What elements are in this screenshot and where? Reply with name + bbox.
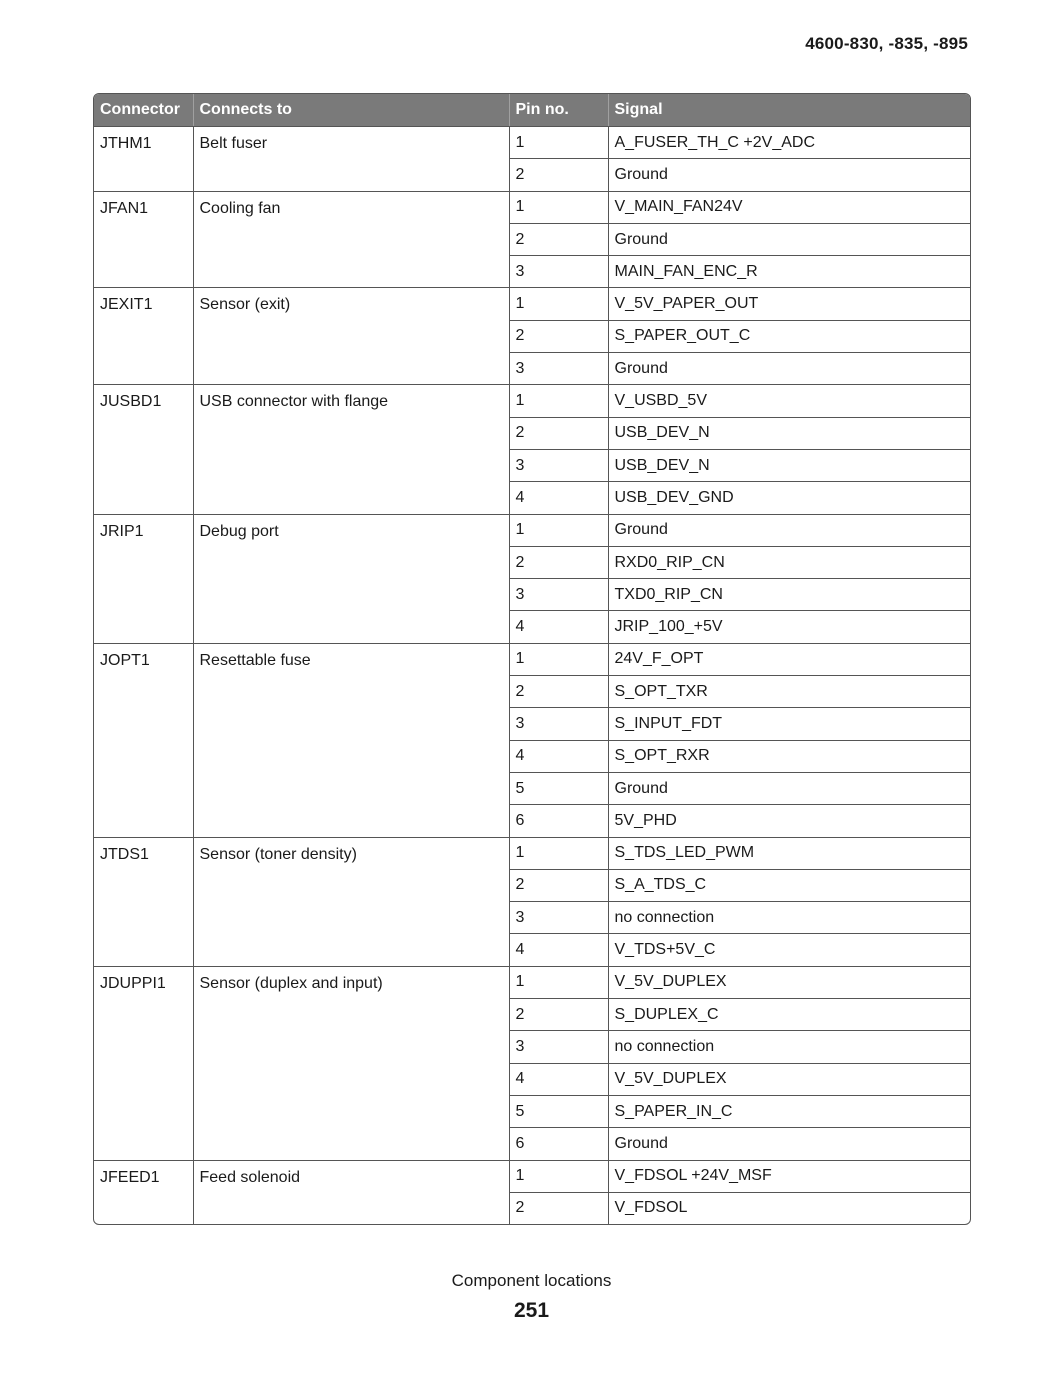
cell-signal: V_FDSOL +24V_MSF: [608, 1160, 970, 1192]
cell-signal: S_DUPLEX_C: [608, 999, 970, 1031]
cell-connects-to: Debug port: [193, 514, 509, 643]
table-row: [94, 191, 970, 223]
table-row: [94, 1160, 970, 1192]
document-id: 4600-830, -835, -895: [805, 34, 968, 53]
cell-pin-no: 3: [509, 579, 608, 611]
column-header-pin-no: Pin no.: [509, 94, 608, 127]
cell-signal: V_5V_DUPLEX: [608, 966, 970, 998]
table-body: [94, 127, 970, 1225]
cell-connector: JFAN1: [94, 191, 193, 288]
cell-connects-to: Sensor (exit): [193, 288, 509, 385]
cell-signal: V_5V_DUPLEX: [608, 1063, 970, 1095]
cell-signal: Ground: [608, 353, 970, 385]
table-row: [94, 966, 970, 998]
cell-pin-no: 2: [509, 320, 608, 352]
cell-pin-no: 4: [509, 1063, 608, 1095]
cell-pin-no: 2: [509, 869, 608, 901]
cell-signal: Ground: [608, 159, 970, 191]
cell-signal: V_5V_PAPER_OUT: [608, 288, 970, 320]
table-row: [94, 837, 970, 869]
cell-pin-no: 1: [509, 837, 608, 869]
cell-signal: Ground: [608, 223, 970, 255]
cell-signal: RXD0_RIP_CN: [608, 546, 970, 578]
cell-pin-no: 2: [509, 676, 608, 708]
cell-signal: Ground: [608, 514, 970, 546]
cell-signal: S_PAPER_OUT_C: [608, 320, 970, 352]
cell-connector: JTHM1: [94, 127, 193, 192]
table-row: [94, 514, 970, 546]
cell-pin-no: 4: [509, 934, 608, 966]
cell-pin-no: 3: [509, 1031, 608, 1063]
cell-signal: Ground: [608, 1128, 970, 1160]
cell-pin-no: 5: [509, 1095, 608, 1127]
cell-pin-no: 6: [509, 805, 608, 837]
cell-connector: JEXIT1: [94, 288, 193, 385]
cell-connects-to: Feed solenoid: [193, 1160, 509, 1224]
cell-pin-no: 2: [509, 999, 608, 1031]
table-row: [94, 385, 970, 417]
column-header-connector: Connector: [94, 94, 193, 127]
cell-signal: S_INPUT_FDT: [608, 708, 970, 740]
cell-signal: A_FUSER_TH_C +2V_ADC: [608, 127, 970, 159]
cell-signal: S_OPT_RXR: [608, 740, 970, 772]
cell-connector: JTDS1: [94, 837, 193, 966]
cell-connector: JFEED1: [94, 1160, 193, 1224]
cell-connector: JOPT1: [94, 643, 193, 837]
cell-pin-no: 1: [509, 127, 608, 159]
cell-pin-no: 1: [509, 643, 608, 675]
cell-pin-no: 4: [509, 482, 608, 514]
cell-connects-to: USB connector with flange: [193, 385, 509, 514]
cell-pin-no: 3: [509, 708, 608, 740]
table-row: [94, 643, 970, 675]
cell-signal: S_A_TDS_C: [608, 869, 970, 901]
cell-signal: JRIP_100_+5V: [608, 611, 970, 643]
cell-signal: USB_DEV_GND: [608, 482, 970, 514]
column-header-connects-to: Connects to: [193, 94, 509, 127]
cell-pin-no: 4: [509, 740, 608, 772]
cell-signal: S_OPT_TXR: [608, 676, 970, 708]
cell-pin-no: 2: [509, 223, 608, 255]
connector-table: [93, 93, 971, 1225]
cell-signal: no connection: [608, 902, 970, 934]
cell-signal: 5V_PHD: [608, 805, 970, 837]
cell-connects-to: Belt fuser: [193, 127, 509, 192]
cell-pin-no: 1: [509, 1160, 608, 1192]
cell-signal: USB_DEV_N: [608, 417, 970, 449]
cell-signal: USB_DEV_N: [608, 449, 970, 481]
cell-signal: MAIN_FAN_ENC_R: [608, 256, 970, 288]
cell-signal: Ground: [608, 772, 970, 804]
cell-connects-to: Resettable fuse: [193, 643, 509, 837]
cell-signal: no connection: [608, 1031, 970, 1063]
footer-section-title: Component locations: [451, 1271, 612, 1290]
table-header-row: [94, 94, 970, 127]
cell-pin-no: 3: [509, 256, 608, 288]
cell-signal: V_MAIN_FAN24V: [608, 191, 970, 223]
cell-signal: V_USBD_5V: [608, 385, 970, 417]
page-number: 251: [513, 1299, 550, 1322]
cell-connector: JUSBD1: [94, 385, 193, 514]
cell-pin-no: 2: [509, 159, 608, 191]
cell-signal: S_PAPER_IN_C: [608, 1095, 970, 1127]
cell-signal: V_FDSOL: [614, 1199, 688, 1217]
cell-pin-no: 1: [509, 966, 608, 998]
cell-pin-no: 3: [509, 353, 608, 385]
cell-pin-no: 1: [509, 191, 608, 223]
cell-connector: JDUPPI1: [94, 966, 193, 1160]
cell-pin-no: 3: [509, 902, 608, 934]
cell-pin-no: 2: [509, 546, 608, 578]
cell-pin-no: 1: [509, 385, 608, 417]
cell-pin-no: 2: [509, 1192, 608, 1224]
cell-pin-no: 2: [509, 417, 608, 449]
column-header-signal: Signal: [608, 94, 970, 127]
cell-signal: S_TDS_LED_PWM: [608, 837, 970, 869]
cell-pin-no: 1: [509, 288, 608, 320]
cell-connects-to: Cooling fan: [193, 191, 509, 288]
cell-pin-no: 3: [509, 449, 608, 481]
cell-connects-to: Sensor (duplex and input): [193, 966, 509, 1160]
cell-pin-no: 1: [509, 514, 608, 546]
cell-pin-no: 4: [509, 611, 608, 643]
cell-pin-no: 5: [509, 772, 608, 804]
cell-pin-no: 6: [509, 1128, 608, 1160]
table-row: [94, 288, 970, 320]
cell-connector: JRIP1: [94, 514, 193, 643]
cell-signal: V_TDS+5V_C: [608, 934, 970, 966]
table-row: [94, 127, 970, 159]
cell-signal: 24V_F_OPT: [608, 643, 970, 675]
cell-connects-to: Sensor (toner density): [193, 837, 509, 966]
cell-signal: TXD0_RIP_CN: [608, 579, 970, 611]
